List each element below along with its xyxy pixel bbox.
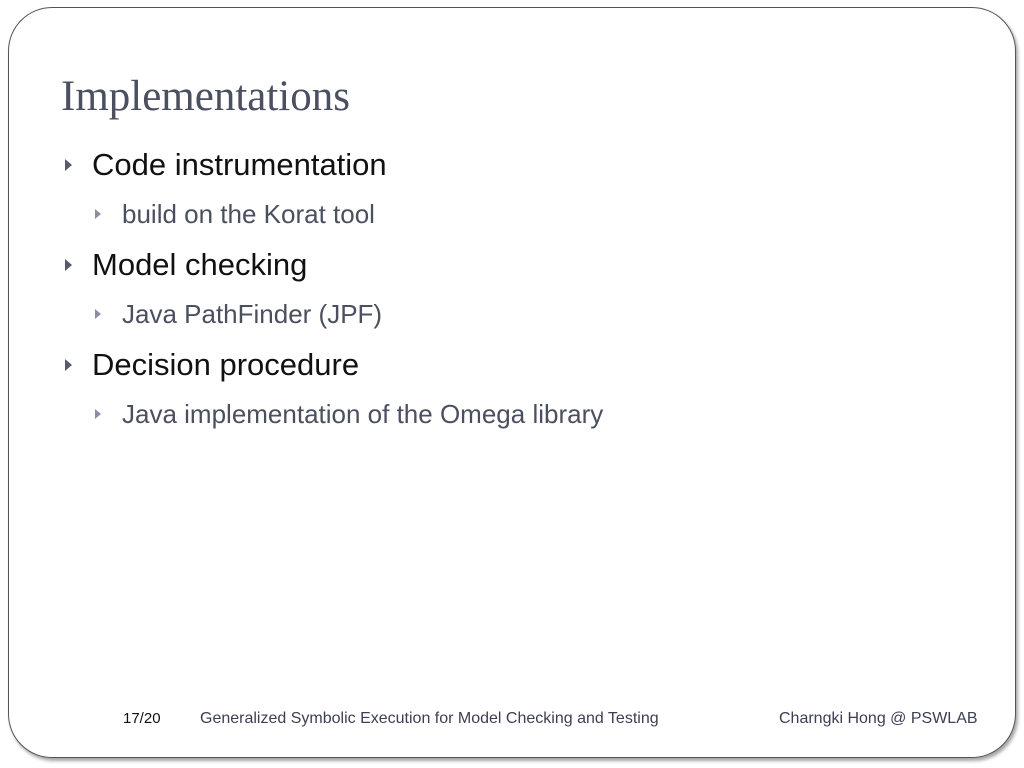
bullet-arrow-icon <box>65 159 72 171</box>
footer-author: Charngki Hong @ PSWLAB <box>779 710 978 727</box>
bullet-text: Model checking <box>92 247 308 282</box>
sub-bullet-arrow-icon <box>95 309 101 319</box>
bullet-text: Code instrumentation <box>92 147 387 182</box>
sub-bullet-text: build on the Korat tool <box>122 199 375 229</box>
page-number: 17/20 <box>123 710 161 727</box>
sub-bullet-text: Java implementation of the Omega library <box>122 399 604 429</box>
bullet-arrow-icon <box>65 359 72 371</box>
slide-title: Implementations <box>61 73 350 120</box>
sub-bullet-text: Java PathFinder (JPF) <box>122 299 383 329</box>
sub-bullet-arrow-icon <box>95 409 101 419</box>
footer-title: Generalized Symbolic Execution for Model Checking and Testing <box>200 710 659 727</box>
sub-bullet-arrow-icon <box>95 209 101 219</box>
bullet-text: Decision procedure <box>92 347 360 382</box>
bullet-arrow-icon <box>65 259 72 271</box>
